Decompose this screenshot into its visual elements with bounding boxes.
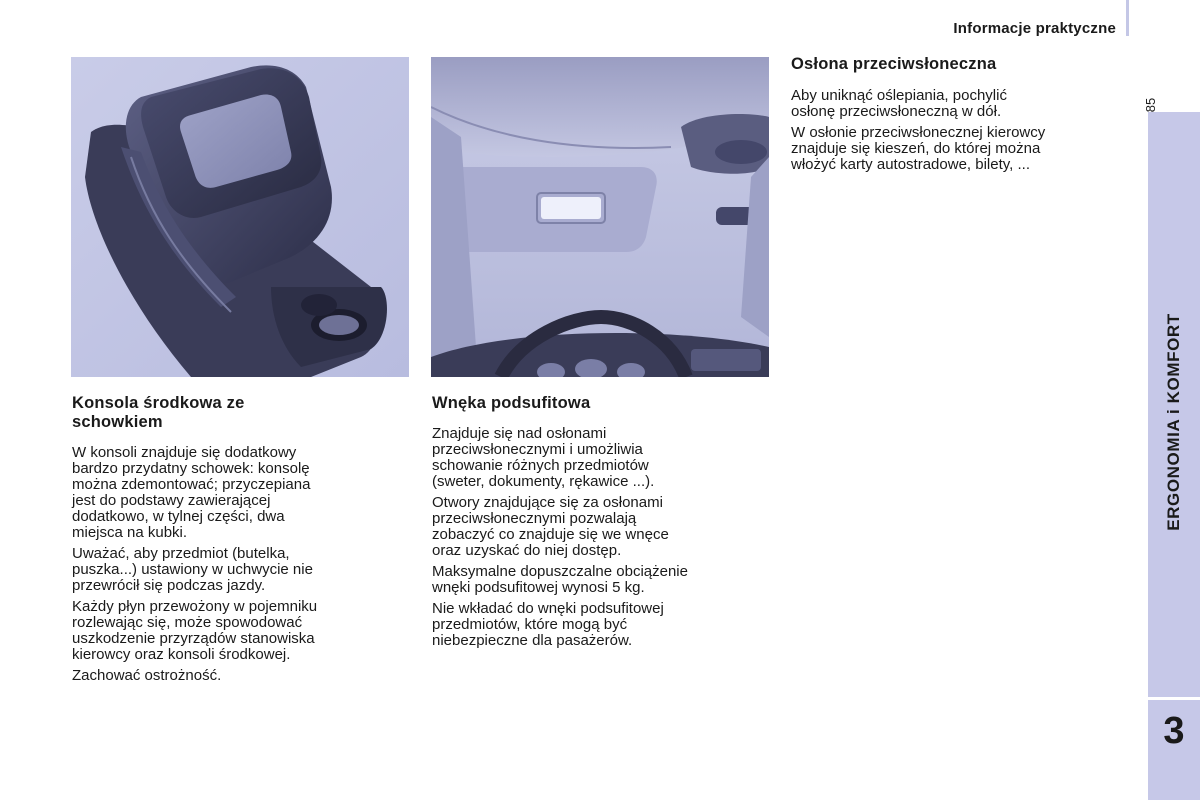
paragraph: Każdy płyn przewożony w pojemniku rozlewając się, może spowodować uszkodzenie przyrządów stanowiska kierowcy oraz konsoli środkowej. — [72, 598, 318, 663]
chapter-number: 3 — [1163, 710, 1185, 752]
paragraph: Maksymalne dopuszczalne obciążenie wnęki podsufitowej wynosi 5 kg. — [432, 563, 688, 596]
paragraph: W osłonie przeciwsłonecznej kierowcy znajduje się kieszeń, do której można włożyć karty autostradowe, bilety, ... — [791, 124, 1046, 173]
paragraph: W konsoli znajduje się dodatkowy bardzo przydatny schowek: konsolę można zdemontować; przyczepiana jest do podstawy zawierającej dodatkowo, w tylnej części, dwa miejsca na kubki. — [72, 444, 311, 541]
section-title: Osłona przeciwsłoneczna — [791, 55, 997, 73]
paragraph: Uważać, aby przedmiot (butelka, puszka...) ustawiony w uchwycie nie przewrócił się podczas jazdy. — [72, 545, 313, 594]
section-title: Konsola środkowa ze schowkiem — [72, 394, 245, 431]
paragraph: Zachować ostrożność. — [72, 667, 222, 684]
paragraph: Nie wkładać do wnęki podsufitowej przedmiotów, które mogą być niebezpieczne dla pasażerów. — [432, 600, 664, 649]
section-title: Wnęka podsufitowa — [432, 394, 591, 412]
section-roof-storage — [432, 394, 762, 654]
sidebar-divider — [1148, 697, 1200, 700]
center-console-illustration — [71, 57, 409, 377]
section-sun-visor — [791, 55, 1131, 178]
chapter-label: ERGONOMIA i KOMFORT — [1164, 313, 1183, 531]
paragraph: Aby uniknąć oślepiania, pochylić osłonę przeciwsłoneczną w dół. — [791, 87, 1007, 120]
header-rule — [1126, 0, 1129, 36]
roof-storage-illustration — [431, 57, 769, 377]
chapter-sidebar — [1148, 112, 1200, 800]
paragraph: Otwory znajdujące się za osłonami przeciwsłonecznymi pozwalają zobaczyć co znajduje się we wnęce oraz uzyskać do niej dostęp. — [432, 494, 669, 559]
paragraph: Znajduje się nad osłonami przeciwsłonecznymi i umożliwia schowanie różnych przedmiotów (sweter, dokumenty, rękawice ...). — [432, 425, 655, 490]
running-header: Informacje praktyczne — [953, 20, 1116, 37]
page-number: 85 — [1143, 97, 1158, 113]
section-center-console — [72, 394, 402, 689]
